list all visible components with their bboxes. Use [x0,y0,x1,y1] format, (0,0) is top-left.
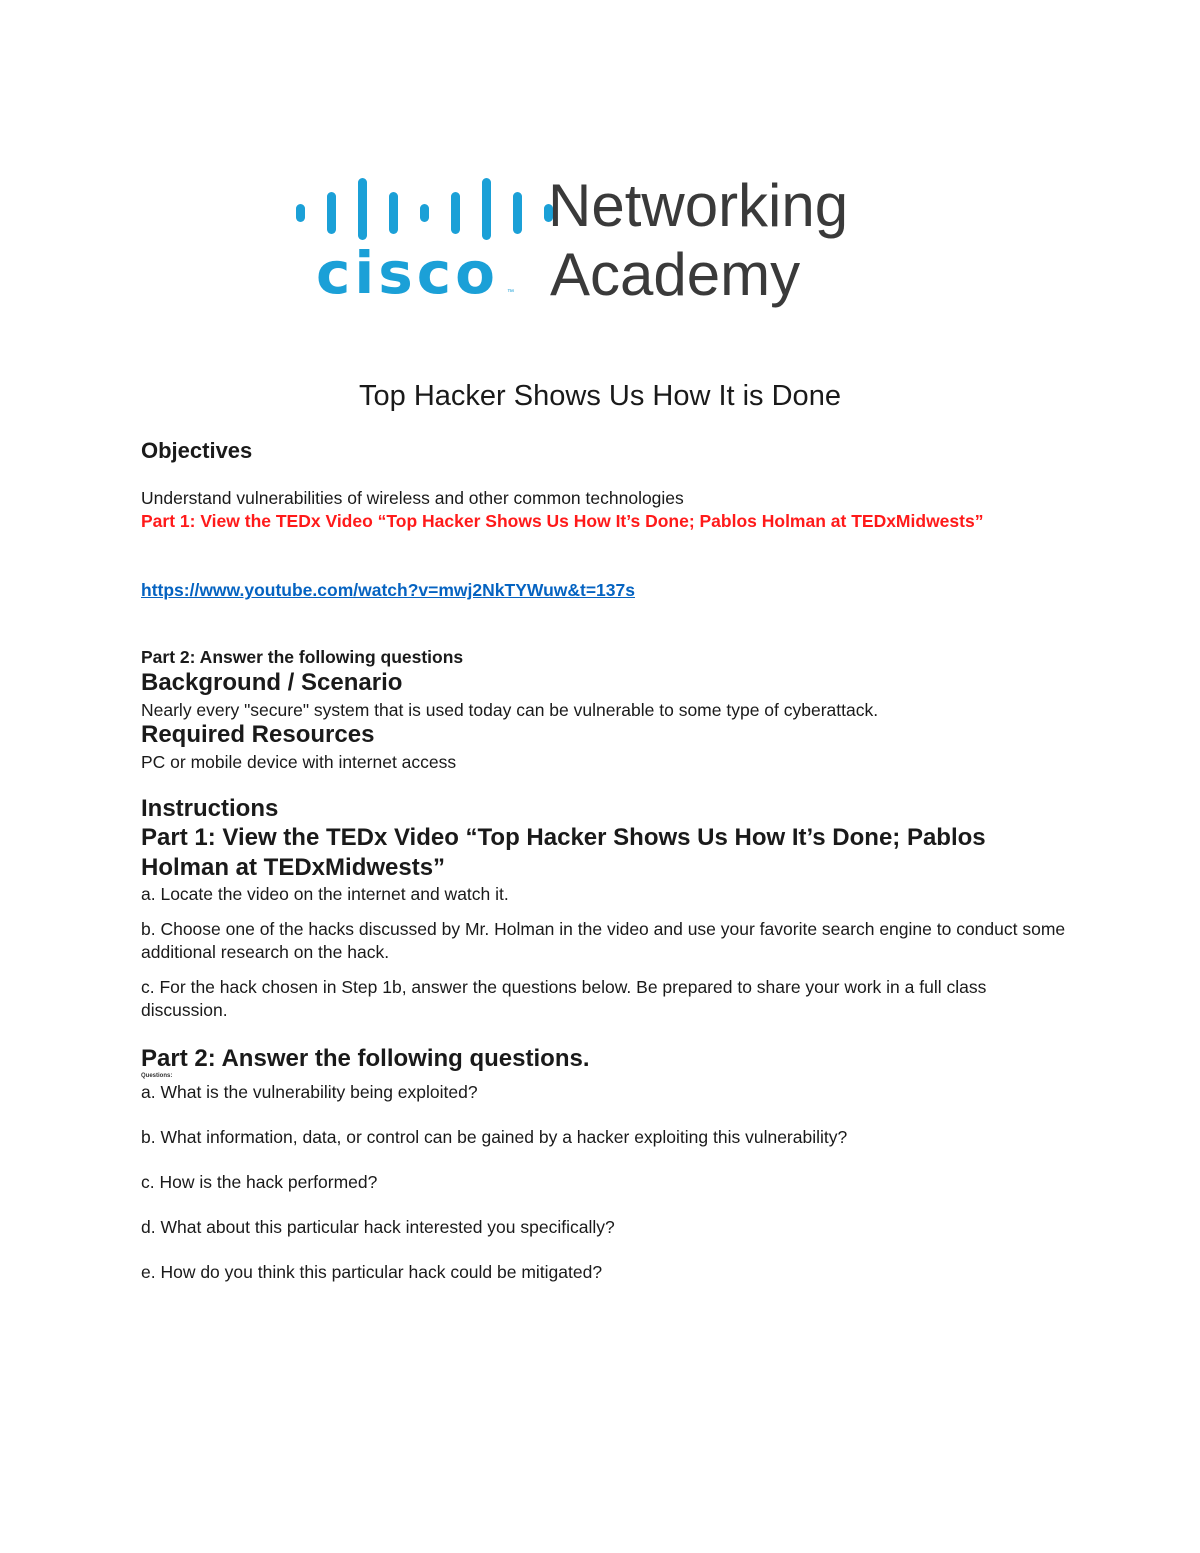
questions-tiny-label: Questions: [141,1073,173,1079]
cisco-wordmark: cisco [316,239,500,307]
step-a: a. Locate the video on the internet and watch it. [141,884,509,904]
objectives-text: Understand vulnerabilities of wireless and other common technologies [141,488,684,508]
question-d: d. What about this particular hack interested you specifically? [141,1217,615,1237]
cisco-networking-academy-logo [292,172,892,312]
resources-text: PC or mobile device with internet access [141,752,457,772]
question-b: b. What information, data, or control can be gained by a hacker exploiting this vulnerability? [141,1127,848,1147]
video-link[interactable]: https://www.youtube.com/watch?v=mwj2NkTYWuw&t=137s [141,580,635,600]
objectives-part2: Part 2: Answer the following questions [141,647,464,667]
step-c: c. For the hack chosen in Step 1b, answer the questions below. Be prepared to share your work in a full class discussion. [141,977,987,1020]
question-c: c. How is the hack performed? [141,1172,378,1192]
instructions-heading: Instructions [141,795,279,822]
page-title: Top Hacker Shows Us How It is Done [359,380,841,412]
logo-networking: Networking [548,172,849,239]
step-b: b. Choose one of the hacks discussed by Mr. Holman in the video and use your favorite search engine to conduct some additional research on the hack. [141,919,1066,962]
cisco-bars-icon [296,178,553,240]
objectives-part1-red: Part 1: View the TEDx Video “Top Hacker Shows Us How It’s Done; Pablos Holman at TEDxMidwests” [141,511,984,531]
instructions-part1-heading: Part 1: View the TEDx Video “Top Hacker Shows Us How It’s Done; Pablos Holman at TEDxMidwests” [141,824,986,881]
logo-academy: Academy [550,241,801,308]
trademark-mark: ™ [507,289,514,296]
background-text: Nearly every "secure" system that is used today can be vulnerable to some type of cyberattack. [141,700,879,720]
background-heading: Background / Scenario [141,669,403,696]
objectives-heading: Objectives [141,438,253,463]
resources-heading: Required Resources [141,721,375,748]
question-a: a. What is the vulnerability being exploited? [141,1082,478,1102]
instructions-part2-heading: Part 2: Answer the following questions. [141,1045,590,1072]
question-e: e. How do you think this particular hack could be mitigated? [141,1262,603,1282]
